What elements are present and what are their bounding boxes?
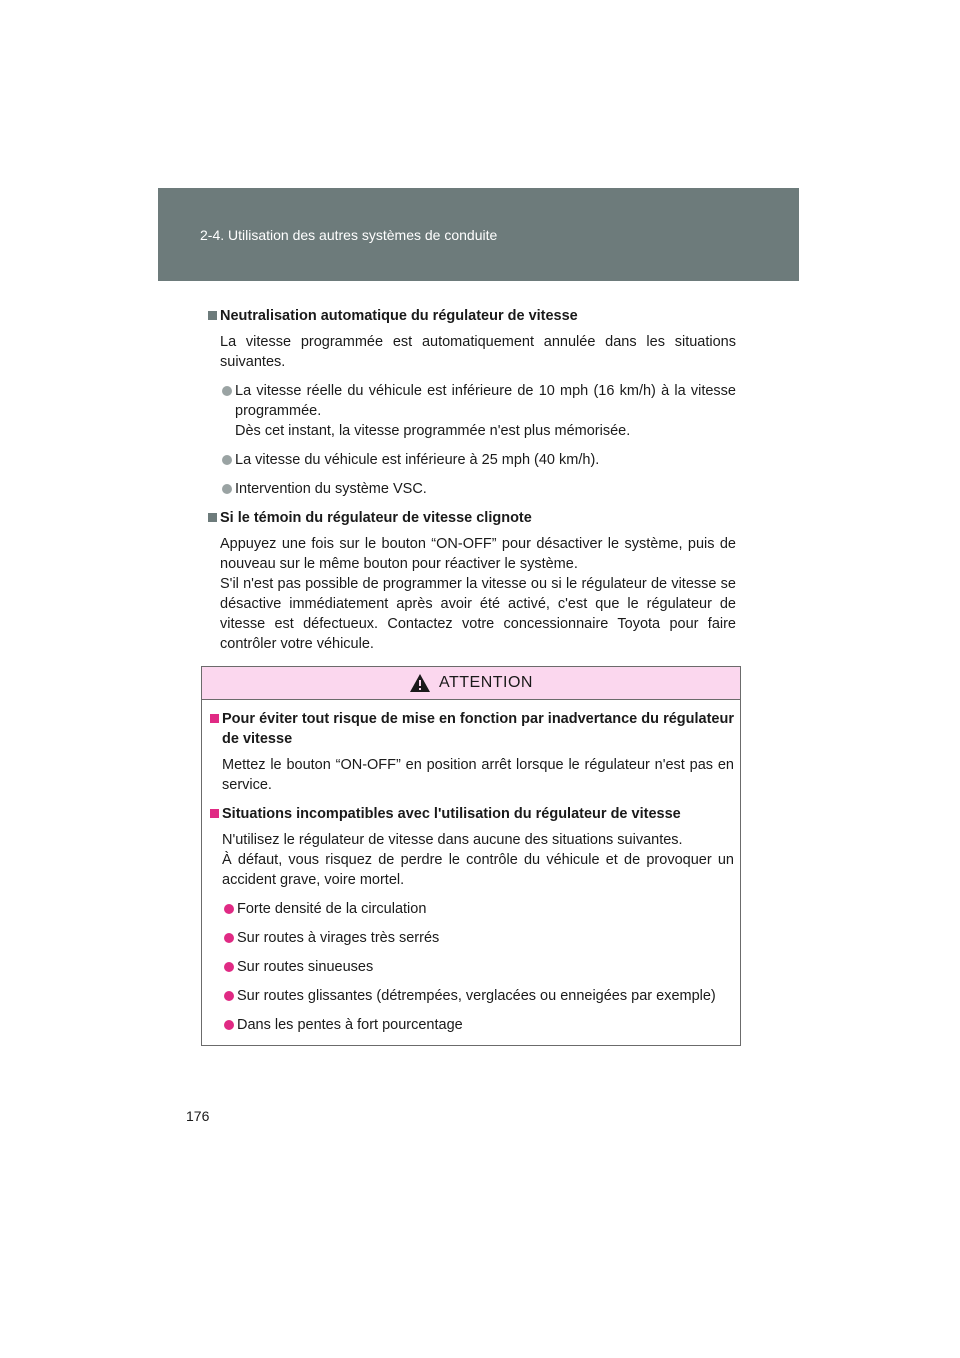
list-item: Sur routes sinueuses — [212, 957, 734, 977]
circle-bullet-icon — [222, 386, 232, 396]
heading-indicator-blinks: Si le témoin du régulateur de vitesse clignote — [210, 508, 736, 528]
circle-bullet-icon — [224, 962, 234, 972]
circle-bullet-icon — [224, 1020, 234, 1030]
circle-bullet-icon — [224, 933, 234, 943]
main-content — [210, 306, 736, 663]
list-item: Dans les pentes à fort pourcentage — [212, 1015, 734, 1035]
paragraph: La vitesse programmée est automatiquement annulée dans les situations suivantes. — [220, 334, 736, 370]
heading-auto-cancel: Neutralisation automatique du régulateur de vitesse — [210, 306, 736, 326]
list-item: Sur routes à virages très serrés — [212, 928, 734, 948]
circle-bullet-icon — [224, 991, 234, 1001]
attention-body — [202, 700, 740, 1035]
attention-header — [202, 667, 740, 700]
square-bullet-icon — [210, 714, 219, 723]
list-item: Intervention du système VSC. — [210, 479, 736, 499]
attention-title: ATTENTION — [439, 674, 533, 691]
paragraph: N'utilisez le régulateur de vitesse dans aucune des situations suivantes. — [222, 832, 683, 848]
circle-bullet-icon — [222, 484, 232, 494]
warning-triangle-icon — [409, 673, 431, 693]
square-bullet-icon — [210, 809, 219, 818]
list-item: La vitesse réelle du véhicule est inférieure de 10 mph (16 km/h) à la vitesse programmée. Dès cet instant, la vitesse programmée n'est plus mémorisée. — [210, 381, 736, 441]
square-bullet-icon — [208, 513, 217, 522]
paragraph: S'il n'est pas possible de programmer la vitesse ou si le régulateur de vitesse se désactive immédiatement après avoir été activé, c'est que le régulateur de vitesse est défectueux. Contactez votre concessionnaire Toyota pour faire contrôler votre véhicule. — [220, 576, 736, 652]
circle-bullet-icon — [224, 904, 234, 914]
warning-heading-inadvertent: Pour éviter tout risque de mise en fonction par inadvertance du régulateur de vitesse — [212, 709, 734, 749]
circle-bullet-icon — [222, 455, 232, 465]
list-item: Forte densité de la circulation — [212, 899, 734, 919]
warning-heading-incompatible: Situations incompatibles avec l'utilisation du régulateur de vitesse — [212, 804, 734, 824]
attention-box — [201, 666, 741, 1046]
list-item: Sur routes glissantes (détrempées, verglacées ou enneigées par exemple) — [212, 986, 734, 1006]
page-number: 176 — [186, 1108, 210, 1124]
square-bullet-icon — [208, 311, 217, 320]
paragraph: À défaut, vous risquez de perdre le contrôle du véhicule et de provoquer un accident grave, voire mortel. — [222, 852, 734, 888]
paragraph: Appuyez une fois sur le bouton “ON-OFF” pour désactiver le système, puis de nouveau sur le même bouton pour réactiver le système. — [220, 536, 736, 572]
paragraph: Mettez le bouton “ON-OFF” en position arrêt lorsque le régulateur n'est pas en service. — [222, 757, 734, 793]
list-item: La vitesse du véhicule est inférieure à 25 mph (40 km/h). — [210, 450, 736, 470]
section-title: 2-4. Utilisation des autres systèmes de conduite — [200, 227, 498, 243]
